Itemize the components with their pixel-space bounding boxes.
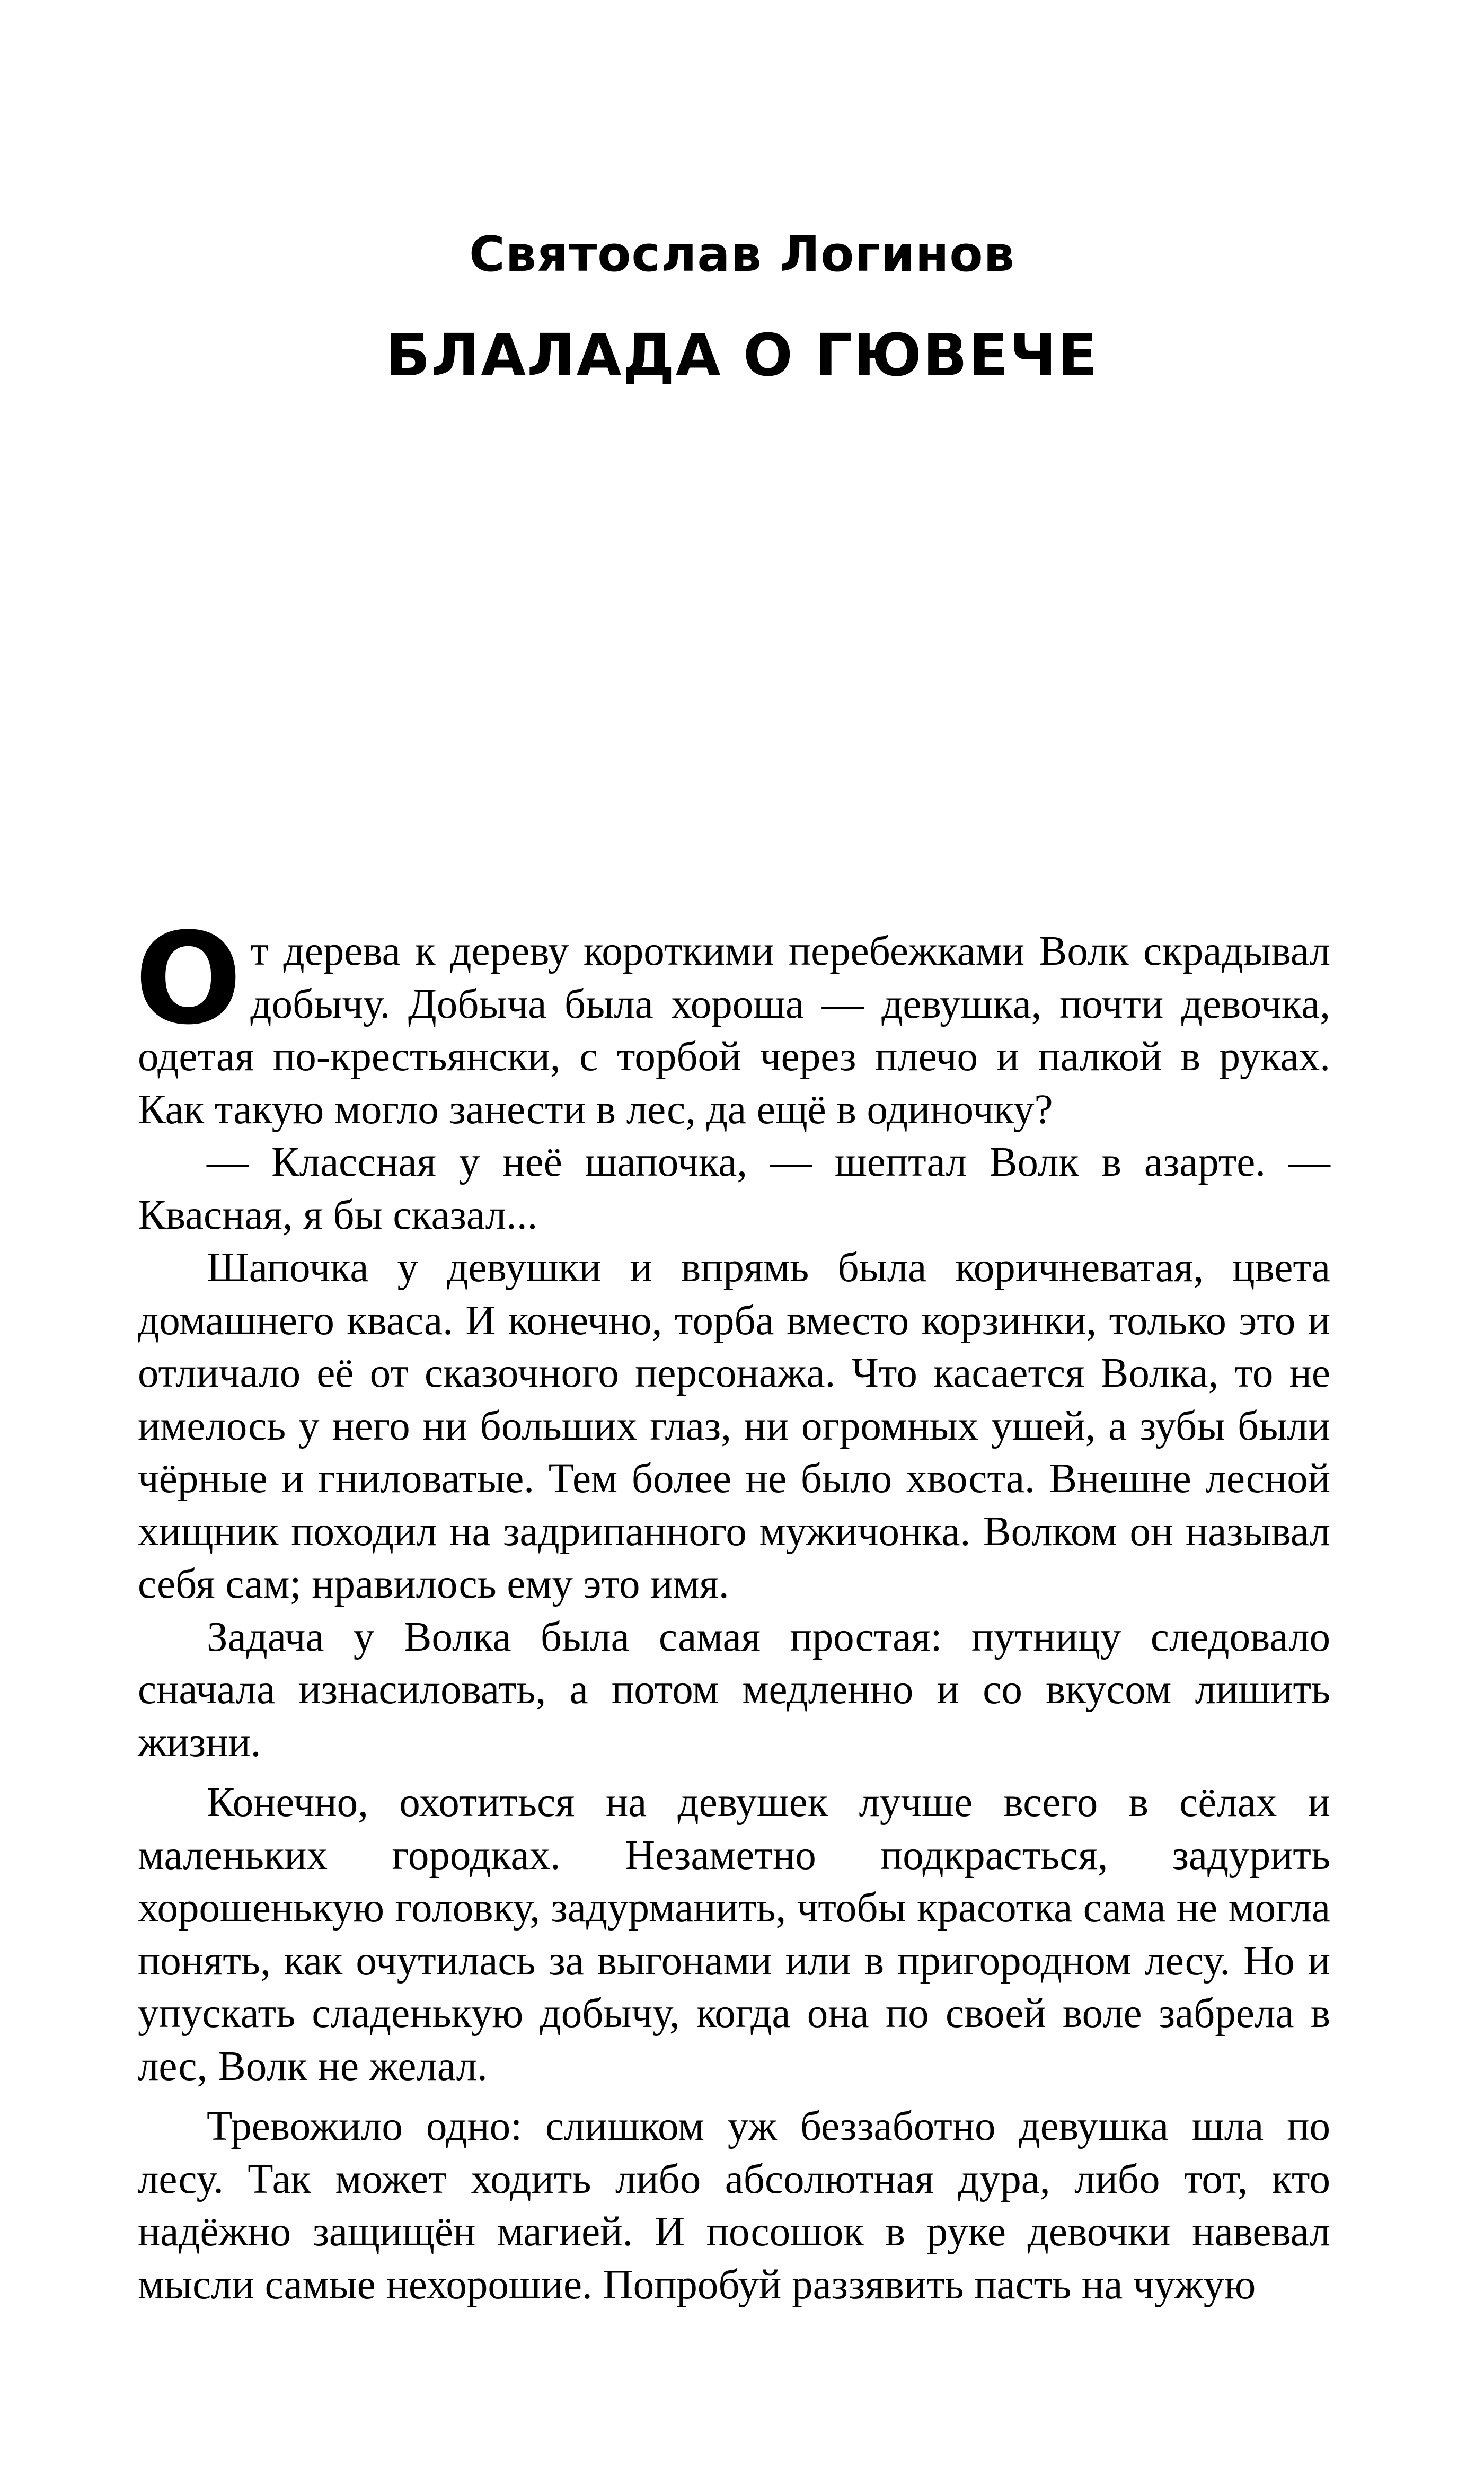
author-name: Святослав Логинов xyxy=(469,226,1015,283)
story-text xyxy=(135,906,1330,2311)
paragraph-3: Шапочка у девушки и впрямь была коричневатая, цвета домашнего кваса. И конечно, торба вместо корзинки, только это и отличало её от сказочного персонажа. Что касается Волка, то не имелось у него ни больших глаз, ни огромных ушей, а зубы были чёрные и гниловатые. Тем более не было хвоста. Внешне лесной хищник походил на задрипанного мужичонка. Волком он называл себя сам; нравилось ему это имя. xyxy=(138,1245,1330,1607)
paragraph-4: Задача у Волка была самая простая: путницу следовало сначала изнасиловать, а потом медленно и со вкусом лишить жизни. xyxy=(138,1614,1330,1766)
drop-cap: О xyxy=(135,906,242,1053)
paragraph-2: — Классная у неё шапочка, — шептал Волк в азарте. — Квасная, я бы сказал... xyxy=(138,1139,1330,1238)
paragraph-6: Тревожило одно: слишком уж беззаботно девушка шла по лесу. Так может ходить либо абсолютная дура, либо тот, кто надёжно защищён магией. И посошок в руке девочки навевал мысли самые нехорошие. Попробуй раззявить пасть на чужую xyxy=(138,2103,1330,2308)
paragraph-1 xyxy=(135,906,1330,1136)
paragraph-1-text: т дерева к дереву короткими перебежками Волк скрадывал добычу. Добыча была хороша — девушка, почти девочка, одетая по-крестьянски, с торбой через плечо и палкой в руках. Как такую могло занести в лес, да ещё в одиночку? xyxy=(138,928,1330,1133)
paragraph-5: Конечно, охотиться на девушек лучше всего в сёлах и маленьких городках. Незаметно подкрасться, задурить хорошенькую головку, задурманить, чтобы красотка сама не могла понять, как очутилась за выгонами или в пригородном лесу. Но и упускать сладенькую добычу, когда она по своей воле забрела в лес, Волк не желал. xyxy=(138,1779,1330,2090)
story-title: БЛАЛАДА О ГЮВЕЧЕ xyxy=(385,321,1099,389)
